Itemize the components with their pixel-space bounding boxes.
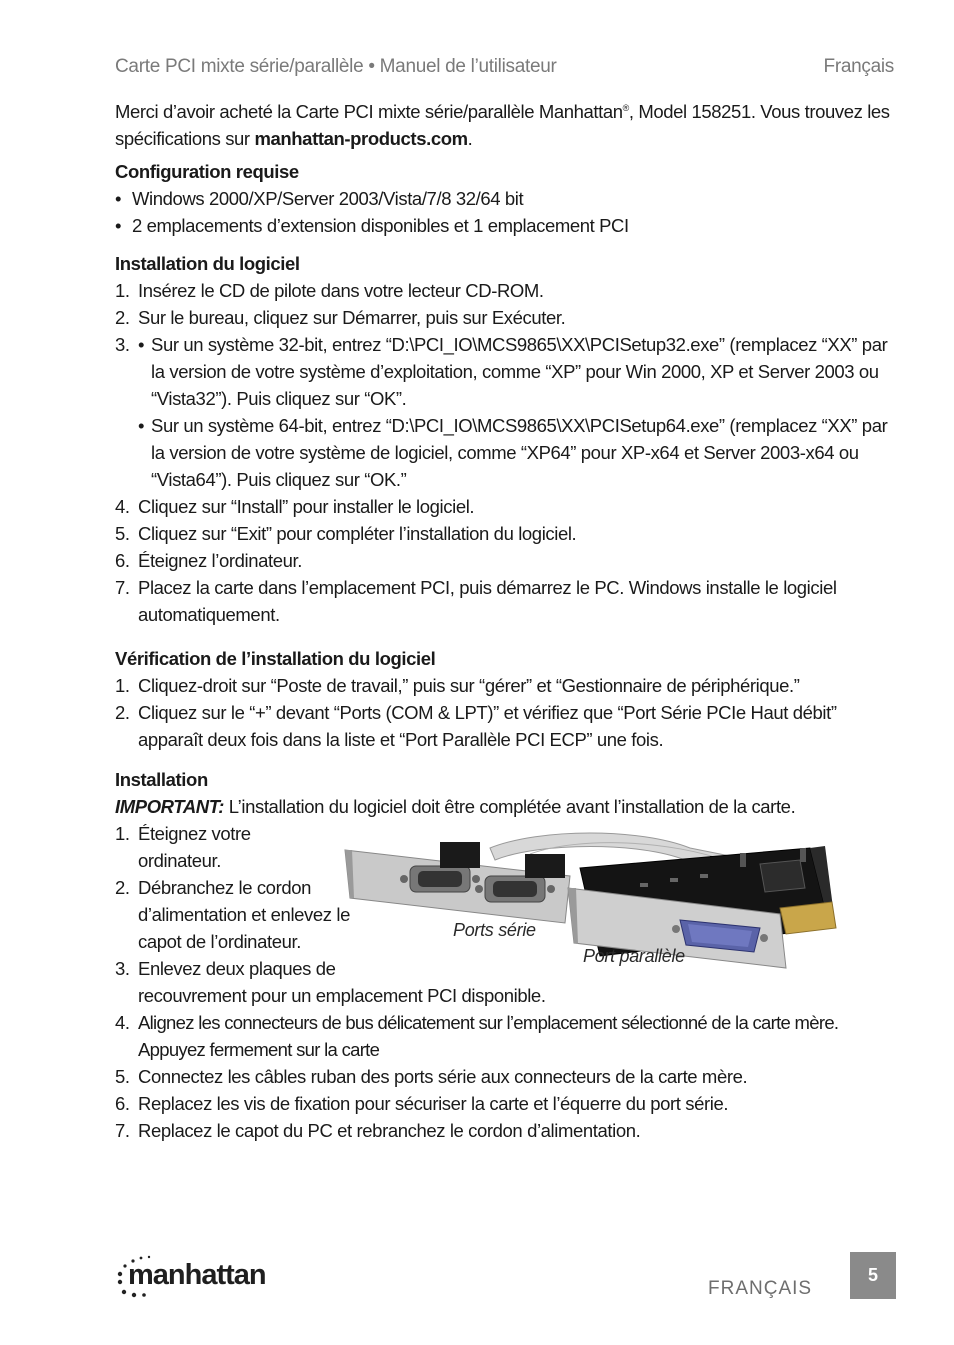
intro-text-before: Merci d’avoir acheté la Carte PCI mixte série/parallèle Manhattan bbox=[115, 101, 623, 123]
step-number: 4. bbox=[115, 1012, 130, 1033]
step-number: 4. bbox=[115, 496, 130, 517]
sub-item: • Sur un système 64-bit, entrez “D:\PCI_IO\MCS9865\XX\PCISetup64.exe” (remplacez “XX” par la version de votre système de logiciel, comme “XP64” pour XP-x64 et Server 2003-x64 ou “Vista64”). Puis cliquez sur “OK.” bbox=[138, 412, 905, 493]
logo-text: manhattan bbox=[128, 1259, 266, 1291]
page-number: 5 bbox=[850, 1252, 896, 1299]
step-text: Placez la carte dans l’emplacement PCI, puis démarrez le PC. Windows installe le logiciel automatiquement. bbox=[138, 577, 837, 625]
step-text: Insérez le CD de pilote dans votre lecteur CD-ROM. bbox=[138, 280, 544, 301]
list-item bbox=[115, 1063, 905, 1090]
step-text: Cliquez sur “Install” pour installer le logiciel. bbox=[138, 496, 475, 517]
step-number: 2. bbox=[115, 877, 130, 898]
list-item bbox=[115, 277, 905, 304]
parallel-port-caption: Port parallèle bbox=[583, 946, 685, 966]
running-header-title: Carte PCI mixte série/parallèle • Manuel de l’utilisateur bbox=[115, 56, 557, 77]
step-text: Connectez les câbles ruban des ports série aux connecteurs de la carte mère. bbox=[138, 1066, 748, 1087]
intro-end: . bbox=[467, 128, 473, 150]
verify-section bbox=[115, 645, 905, 753]
step-text: Replacez les vis de fixation pour sécuriser la carte et l’équerre du port série. bbox=[138, 1093, 729, 1114]
software-section bbox=[115, 250, 905, 628]
list-item bbox=[115, 672, 905, 699]
list-item bbox=[115, 547, 905, 574]
serial-port-icon bbox=[475, 876, 555, 902]
step-number: 5. bbox=[115, 1066, 130, 1087]
registered-mark: ® bbox=[622, 103, 629, 113]
important-label: IMPORTANT: bbox=[115, 796, 225, 817]
step-text: Sur le bureau, cliquez sur Démarrer, puis sur Exécuter. bbox=[138, 307, 566, 328]
step-text: Éteignez votre ordinateur. bbox=[138, 823, 251, 871]
intro-text-after: , Model 158251. Vous trouvez les spécifications sur bbox=[115, 101, 890, 150]
verify-title: Vérification de l’installation du logiciel bbox=[115, 648, 436, 669]
step-text: Cliquez sur “Exit” pour compléter l’installation du logiciel. bbox=[138, 523, 577, 544]
step-text: Alignez les connecteurs de bus délicatement sur l’emplacement sélectionné de la carte mère. Appuyez fermement sur la carte bbox=[138, 1012, 839, 1060]
step-number: 1. bbox=[115, 280, 130, 301]
list-item: • 2 emplacements d’extension disponibles et 1 emplacement PCI bbox=[115, 212, 905, 239]
hardware-title: Installation bbox=[115, 769, 208, 790]
intro-paragraph bbox=[115, 95, 895, 152]
step-text: Débranchez le cordon d’alimentation et enlevez le capot de l’ordinateur. bbox=[138, 877, 350, 952]
pci-card-illustration bbox=[340, 828, 840, 978]
list-item bbox=[115, 304, 905, 331]
list-item bbox=[115, 1090, 905, 1117]
step-number: 1. bbox=[115, 823, 130, 844]
step-number: 6. bbox=[115, 550, 130, 571]
list-item bbox=[115, 1009, 905, 1063]
important-text: L’installation du logiciel doit être complétée avant l’installation de la carte. bbox=[224, 796, 796, 817]
step-text: Replacez le capot du PC et rebranchez le cordon d’alimentation. bbox=[138, 1120, 641, 1141]
step-number: 2. bbox=[115, 307, 130, 328]
config-item-text: Windows 2000/XP/Server 2003/Vista/7/8 32/64 bit bbox=[132, 188, 524, 209]
sub-item: • Sur un système 32-bit, entrez “D:\PCI_IO\MCS9865\XX\PCISetup32.exe” (remplacez “XX” par la version de votre système d’exploitation, comme “XP” pour Win 2000, XP et Server 2003 ou “Vista32”). Puis cliquez sur “OK”. bbox=[138, 331, 905, 412]
step3-line-2: recouvrement pour un emplacement PCI disponible. bbox=[138, 985, 546, 1006]
step3-line-1: Enlevez deux plaques de bbox=[138, 958, 336, 979]
list-item bbox=[115, 574, 905, 628]
step-number: 1. bbox=[115, 675, 130, 696]
step-number: 3. bbox=[115, 958, 130, 979]
footer-language: FRANÇAIS bbox=[708, 1278, 813, 1299]
step-number: 7. bbox=[115, 1120, 130, 1141]
list-item bbox=[115, 1117, 905, 1144]
step-number: 3. bbox=[115, 334, 130, 355]
step-text: Cliquez-droit sur “Poste de travail,” puis sur “gérer” et “Gestionnaire de périphérique.” bbox=[138, 675, 800, 696]
list-item bbox=[115, 493, 905, 520]
step-text: Cliquez sur le “+” devant “Ports (COM & LPT)” et vérifiez que “Port Série PCIe Haut débit” apparaît deux fois dans la liste et “Port Parallèle PCI ECP” une fois. bbox=[138, 702, 837, 750]
sub-item-text: Sur un système 64-bit, entrez “D:\PCI_IO\MCS9865\XX\PCISetup64.exe” (remplacez “XX” par la version de votre système de logiciel, comme “XP64” pour XP-x64 et Server 2003-x64 ou “Vista64”). Puis cliquez sur “OK.” bbox=[151, 415, 888, 490]
list-item: • Windows 2000/XP/Server 2003/Vista/7/8 32/64 bit bbox=[115, 185, 905, 212]
config-section bbox=[115, 158, 905, 239]
serial-ports-caption: Ports série bbox=[453, 920, 536, 940]
config-item-text: 2 emplacements d’extension disponibles et 1 emplacement PCI bbox=[132, 215, 629, 236]
manhattan-logo bbox=[114, 1248, 284, 1298]
config-title: Configuration requise bbox=[115, 161, 299, 182]
list-item bbox=[115, 331, 905, 493]
list-item bbox=[115, 699, 905, 753]
step-number: 2. bbox=[115, 702, 130, 723]
step-number: 6. bbox=[115, 1093, 130, 1114]
software-title: Installation du logiciel bbox=[115, 253, 300, 274]
list-item bbox=[115, 520, 905, 547]
step-number: 5. bbox=[115, 523, 130, 544]
serial-port-icon bbox=[400, 866, 480, 892]
running-header-language: Français bbox=[823, 56, 894, 77]
website-link[interactable]: manhattan-products.com bbox=[254, 128, 468, 150]
step-number: 7. bbox=[115, 577, 130, 598]
manhattan-logo-icon bbox=[114, 1248, 284, 1298]
important-note bbox=[115, 793, 905, 820]
sub-item-text: Sur un système 32-bit, entrez “D:\PCI_IO\MCS9865\XX\PCISetup32.exe” (remplacez “XX” par la version de votre système d’exploitation, comme “XP” pour Win 2000, XP et Server 2003 ou “Vista32”). Puis cliquez sur “OK”. bbox=[151, 334, 888, 409]
step-text: Éteignez l’ordinateur. bbox=[138, 550, 302, 571]
